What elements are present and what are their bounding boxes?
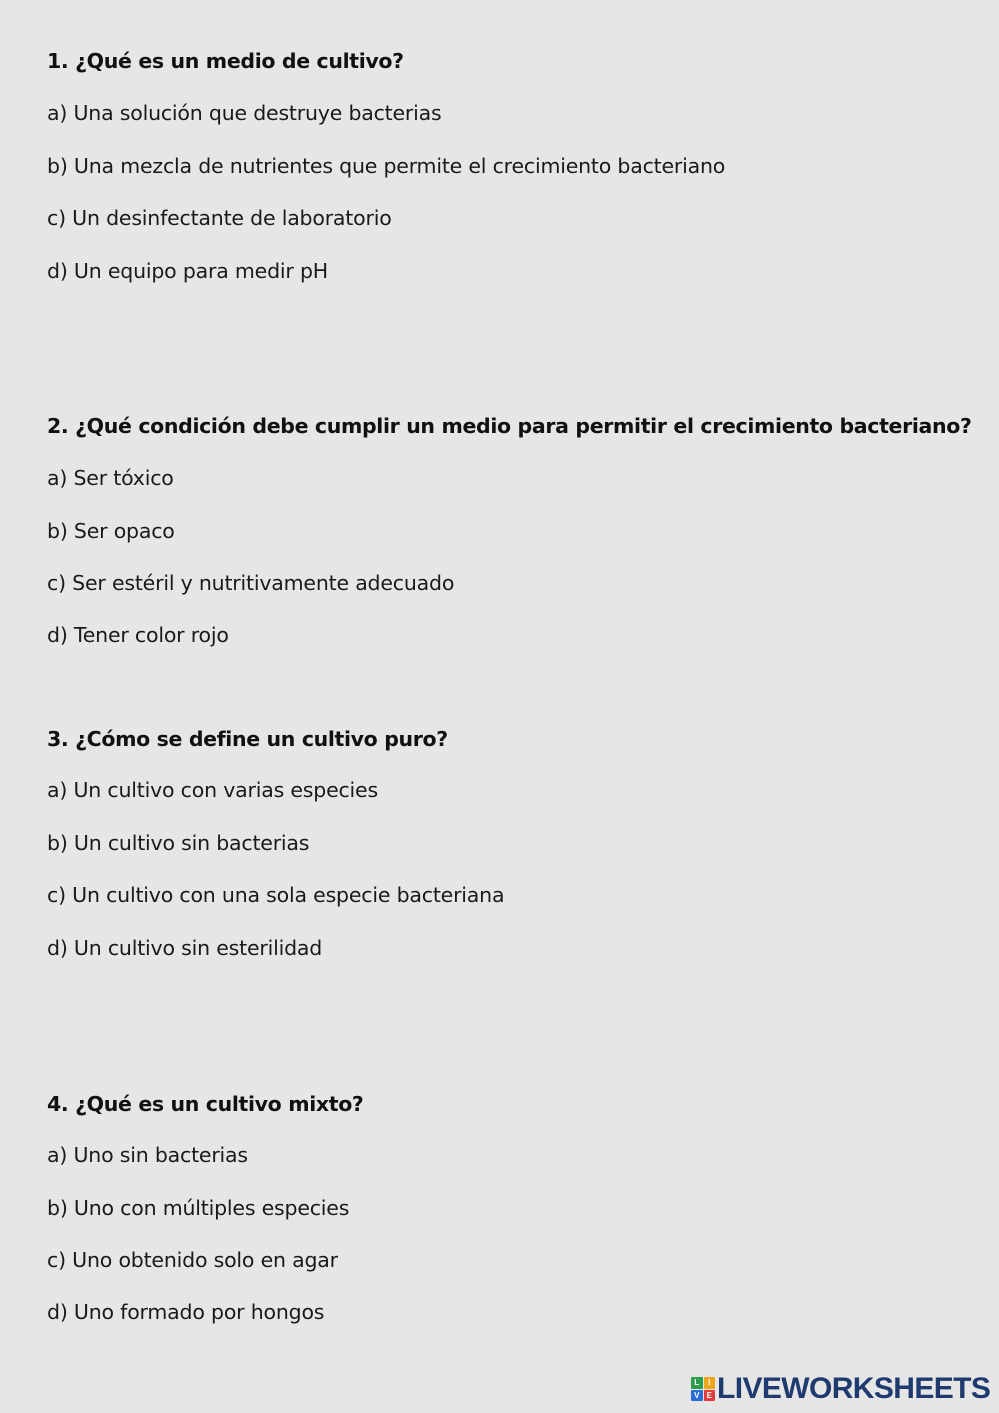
question-4-option-a[interactable]: a) Uno sin bacterias (47, 1143, 248, 1167)
liveworksheets-logo-icon (691, 1377, 715, 1401)
logo-tile-v: V (691, 1390, 703, 1402)
liveworksheets-logo-text: LIVEWORKSHEETS (717, 1372, 991, 1405)
question-1-option-c[interactable]: c) Un desinfectante de laboratorio (47, 206, 392, 230)
question-3-title: 3. ¿Cómo se define un cultivo puro? (47, 727, 448, 751)
question-4-option-b[interactable]: b) Uno con múltiples especies (47, 1196, 350, 1220)
question-4-option-d[interactable]: d) Uno formado por hongos (47, 1300, 325, 1324)
question-2-option-a[interactable]: a) Ser tóxico (47, 466, 174, 490)
question-1-option-b[interactable]: b) Una mezcla de nutrientes que permite el crecimiento bacteriano (47, 154, 726, 178)
logo-tile-l: L (691, 1377, 703, 1389)
question-1-title: 1. ¿Qué es un medio de cultivo? (47, 49, 404, 73)
question-2-option-d[interactable]: d) Tener color rojo (47, 623, 229, 647)
logo-tile-i: I (704, 1377, 716, 1389)
question-2-title: 2. ¿Qué condición debe cumplir un medio para permitir el crecimiento bacteriano? (47, 414, 972, 438)
question-4-title: 4. ¿Qué es un cultivo mixto? (47, 1092, 364, 1116)
question-2-option-b[interactable]: b) Ser opaco (47, 519, 175, 543)
liveworksheets-logo (691, 1372, 990, 1406)
question-2-option-c[interactable]: c) Ser estéril y nutritivamente adecuado (47, 571, 455, 595)
question-1-option-a[interactable]: a) Una solución que destruye bacterias (47, 101, 442, 125)
question-4-option-c[interactable]: c) Uno obtenido solo en agar (47, 1248, 338, 1272)
question-3-option-b[interactable]: b) Un cultivo sin bacterias (47, 831, 310, 855)
question-3-option-c[interactable]: c) Un cultivo con una sola especie bacteriana (47, 883, 505, 907)
question-3-option-d[interactable]: d) Un cultivo sin esterilidad (47, 936, 323, 960)
logo-tile-e: E (704, 1390, 716, 1402)
question-3-option-a[interactable]: a) Un cultivo con varias especies (47, 778, 378, 802)
question-1-option-d[interactable]: d) Un equipo para medir pH (47, 259, 328, 283)
